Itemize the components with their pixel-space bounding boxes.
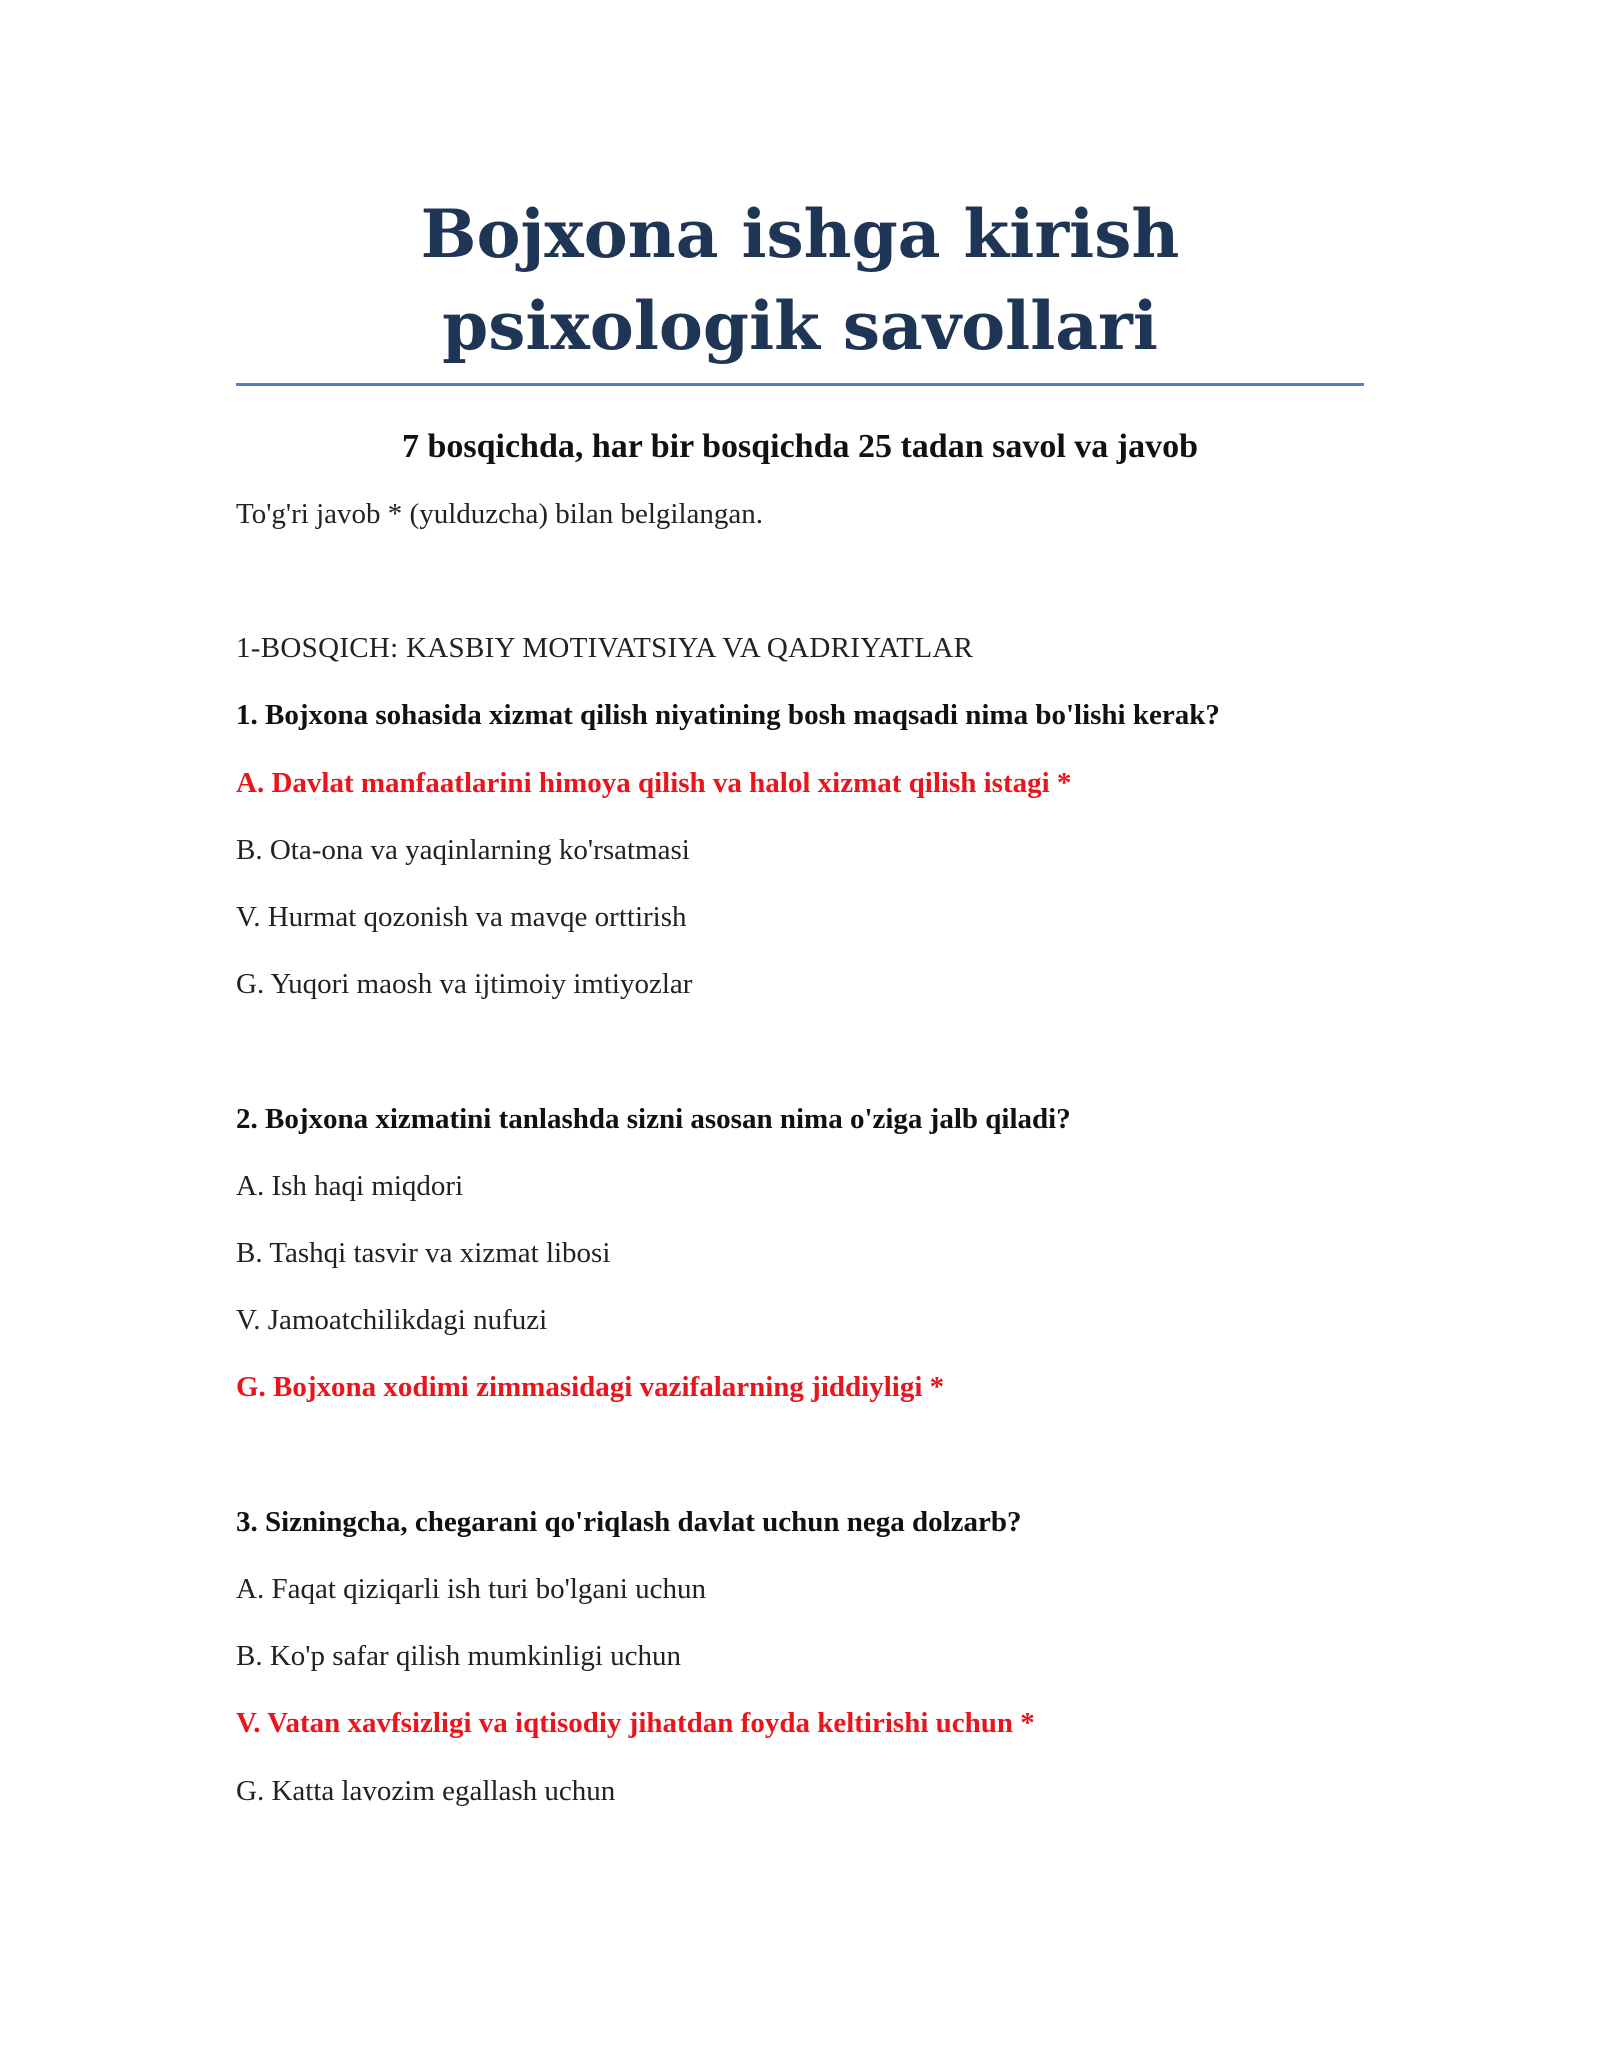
question-1-option-v: V. Hurmat qozonish va mavqe orttirish xyxy=(236,901,687,933)
question-3: 3. Sizningcha, chegarani qo'riqlash davlat uchun nega dolzarb? xyxy=(236,1506,1022,1538)
question-2-option-v: V. Jamoatchilikdagi nufuzi xyxy=(236,1304,548,1336)
question-3-option-v-correct: V. Vatan xavfsizligi va iqtisodiy jihatdan foyda keltirishi uchun * xyxy=(236,1707,1035,1739)
question-3-option-b: B. Ko'p safar qilish mumkinligi uchun xyxy=(236,1640,682,1672)
question-2-option-a: A. Ish haqi miqdori xyxy=(236,1170,464,1202)
question-3-option-a: A. Faqat qiziqarli ish turi bo'lgani uchun xyxy=(236,1573,706,1605)
question-1-option-a-correct: A. Davlat manfaatlarini himoya qilish va halol xizmat qilish istagi * xyxy=(236,767,1072,799)
title-divider xyxy=(236,383,1364,386)
question-2-option-g-correct: G. Bojxona xodimi zimmasidagi vazifalarning jiddiyligi * xyxy=(236,1371,945,1403)
stage-heading: 1-BOSQICH: KASBIY MOTIVATSIYA VA QADRIYATLAR xyxy=(236,632,974,664)
question-3-option-g: G. Katta lavozim egallash uchun xyxy=(236,1775,616,1807)
question-1-option-b: B. Ota-ona va yaqinlarning ko'rsatmasi xyxy=(236,834,690,866)
question-1-option-g: G. Yuqori maosh va ijtimoiy imtiyozlar xyxy=(236,968,693,1000)
document-subtitle: 7 bosqichda, har bir bosqichda 25 tadan savol va javob xyxy=(401,428,1199,465)
question-1: 1. Bojxona sohasida xizmat qilish niyatining bosh maqsadi nima bo'lishi kerak? xyxy=(236,699,1220,731)
document-title: Bojxona ishga kirish psixologik savollari xyxy=(420,195,1180,365)
question-2-option-b: B. Tashqi tasvir va xizmat libosi xyxy=(236,1237,611,1269)
question-2: 2. Bojxona xizmatini tanlashda sizni asosan nima o'ziga jalb qiladi? xyxy=(236,1103,1071,1135)
answer-key-note: To'g'ri javob * (yulduzcha) bilan belgilangan. xyxy=(236,498,764,530)
